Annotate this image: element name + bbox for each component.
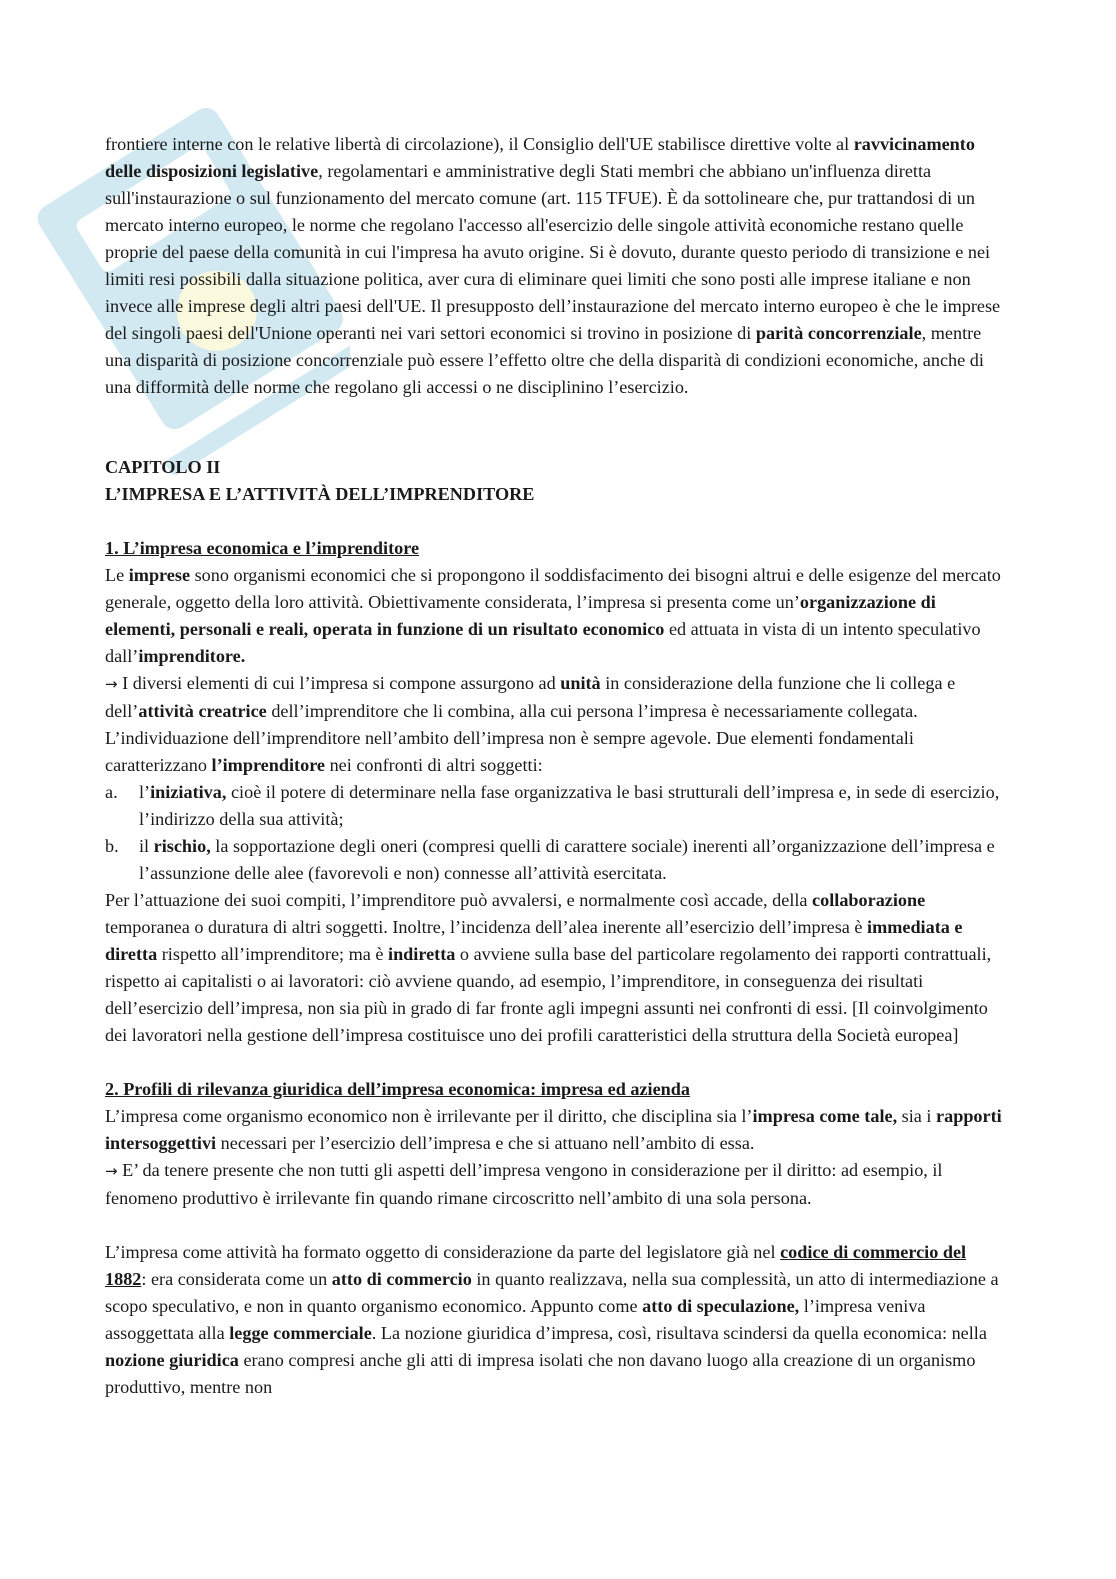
document-page [105,131,1005,1401]
section-1-paragraph-2: → I diversi elementi di cui l’impresa si compone assurgono ad unità in considerazione della funzione che li collega e dell’attività creatrice dell’imprenditore che li combina, alla cui persona l’impresa è necessariamente collegata. L’individuazione dell’imprenditore nell’ambito dell’impresa non è sempre agevole. Due elementi fondamentali caratterizzano l’imprenditore nei confronti di altri soggetti: [105,673,956,775]
arrow-right-icon: → [105,1162,118,1180]
list-item: a. l’iniziativa, cioè il potere di determinare nella fase organizzativa le basi strutturali dell’impresa e, in sede di esercizio, l’indirizzo della sua attività; [105,782,1000,829]
paragraph-mercato-interno: frontiere interne con le relative libertà di circolazione), il Consiglio dell'UE stabilisce direttive volte al ravvicinamento delle disposizioni legislative, regolamentari e amministrative degli Stati membri che abbiano un'influenza diretta sull'instaurazione o sul funzionamento del mercato comune (art. 115 TFUE). È da sottolineare che, pur trattandosi di un mercato interno europeo, le norme che regolano l'accesso all'esercizio delle singole attività economiche restano quelle proprie del paese della comunità in cui l'impresa ha avuto origine. Si è dovuto, durante questo periodo di transizione e nei limiti resi possibili dalla situazione politica, aver cura di eliminare quei limiti che sono posti alle imprese italiane e non invece alle imprese degli altri paesi dell'UE. Il presupposto dell’instaurazione del mercato interno europeo è che le imprese del singoli paesi dell'Unione operanti nei vari settori economici si trovino in posizione di parità concorrenziale, mentre una disparità di posizione concorrenziale può essere l’effetto oltre che della disparità di condizioni economiche, anche di una difformità delle norme che regolano gli accessi o ne disciplinino l’esercizio. [105,134,1001,397]
section-2-paragraph-3: L’impresa come attività ha formato oggetto di considerazione da parte del legislatore già nel codice di commercio del 1882: era considerata come un atto di commercio in quanto realizzava, nella sua complessità, un atto di intermediazione a scopo speculativo, e non in quanto organismo economico. Appunto come atto di speculazione, l’impresa veniva assoggettata alla legge commerciale. La nozione giuridica d’impresa, così, risultava scindersi da quella economica: nella nozione giuridica erano compresi anche gli atti di impresa isolati che non davano luogo alla creazione di un organismo produttivo, mentre non [105,1242,999,1397]
arrow-right-icon: → [105,675,118,693]
list-item: b. il rischio, la sopportazione degli oneri (compresi quelli di carattere sociale) inerenti all’organizzazione dell’impresa e l’assunzione delle alee (favorevoli e non) connesse all’attività esercitata. [105,836,995,883]
section-1-paragraph-3: Per l’attuazione dei suoi compiti, l’imprenditore può avvalersi, e normalmente così accade, della collaborazione temporanea o duratura di altri soggetti. Inoltre, l’incidenza dell’alea inerente all’esercizio dell’impresa è immediata e diretta rispetto all’imprenditore; ma è indiretta o avviene sulla base del particolare regolamento dei rapporti contrattuali, rispetto ai capitalisti o ai lavoratori: ciò avviene quando, ad esempio, l’imprenditore, in conseguenza dei risultati dell’esercizio dell’impresa, non sia più in grado di far fronte agli impegni assunti nei confronti di essi. [Il coinvolgimento dei lavoratori nella gestione dell’impresa costituisce uno dei profili caratteristici della struttura della Società europea] [105,890,992,1045]
section-2-paragraph-1: L’impresa come organismo economico non è irrilevante per il diritto, che disciplina sia l’impresa come tale, sia i rapporti intersoggettivi necessari per l’esercizio dell’impresa e che si attuano nell’ambito di essa. [105,1106,1002,1153]
elements-list [105,779,1005,887]
section-1-heading: 1. L’impresa economica e l’imprenditore [105,538,420,558]
section-2-paragraph-2: → E’ da tenere presente che non tutti gli aspetti dell’impresa vengono in considerazione per il diritto: ad esempio, il fenomeno produttivo è irrilevante fin quando rimane circoscritto nell’ambito di una sola persona. [105,1160,943,1208]
section-2-heading: 2. Profili di rilevanza giuridica dell’impresa economica: impresa ed azienda [105,1079,690,1099]
chapter-number: CAPITOLO II [105,457,221,477]
section-1-paragraph-1: Le imprese sono organismi economici che si propongono il soddisfacimento dei bisogni altrui e delle esigenze del mercato generale, oggetto della loro attività. Obiettivamente considerata, l’impresa si presenta come un’organizzazione di elementi, personali e reali, operata in funzione di un risultato economico ed attuata in vista di un intento speculativo dall’imprenditore. [105,565,1001,666]
chapter-title: L’IMPRESA E L’ATTIVITÀ DELL’IMPRENDITORE [105,484,535,504]
